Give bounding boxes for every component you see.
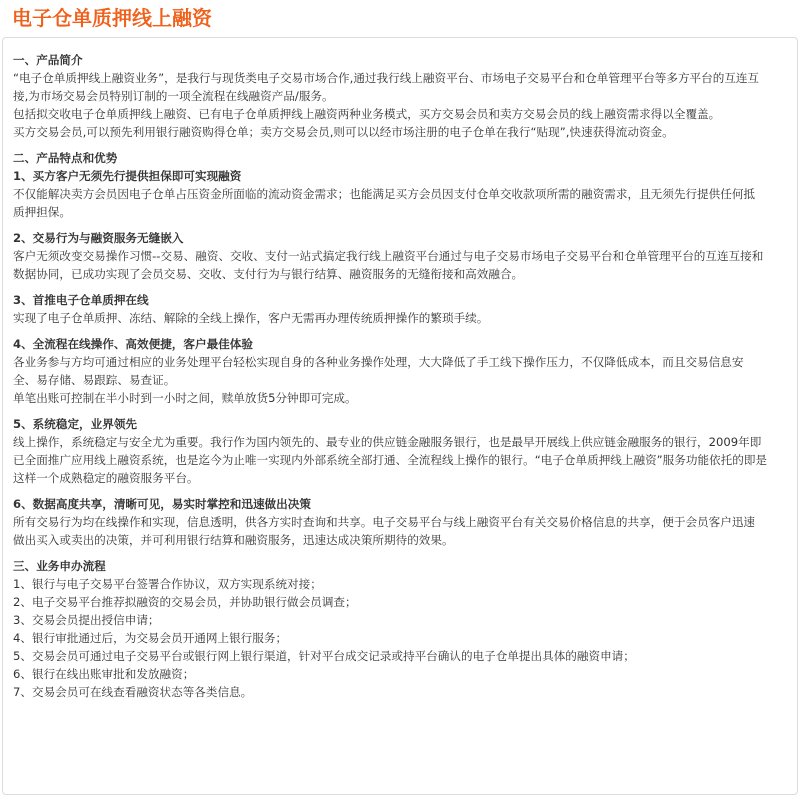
section-heading-process: 三、业务申办流程 xyxy=(13,559,106,573)
paragraph-line: 质押担保。 xyxy=(13,205,71,219)
page-title: 电子仓单质押线上融资 xyxy=(12,6,212,30)
paragraph-line: 实现了电子仓单质押、冻结、解除的全线上操作，客户无需再办理传统质押操作的繁琐手续。 xyxy=(13,311,489,325)
paragraph-line: 这样一个成熟稳定的融资服务平台。 xyxy=(13,471,199,485)
paragraph-line: 所有交易行为均在线操作和实现，信息透明，供各方实时查询和共享。电子交易平台与线上融资平台有关交易价格信息的共享，便于会员客户迅速 xyxy=(13,515,756,529)
paragraph-line: 包括拟交收电子仓单质押线上融资、已有电子仓单质押线上融资两种业务模式，买方交易会员和卖方交易会员的线上融资需求得以全覆盖。 xyxy=(13,107,721,121)
content-panel xyxy=(2,37,798,795)
feature-title: 5、系统稳定，业界领先 xyxy=(13,417,138,431)
paragraph-line: 全、易存储、易跟踪、易查证。 xyxy=(13,373,176,387)
paragraph-line: 线上操作，系统稳定与安全尤为重要。我行作为国内领先的、最专业的供应链金融服务银行，也是最早开展线上供应链金融服务的银行，2009年即 xyxy=(13,435,762,449)
process-step: 1、银行与电子交易平台签署合作协议，双方实现系统对接； xyxy=(13,577,322,591)
feature-title: 3、首推电子仓单质押在线 xyxy=(13,293,149,307)
paragraph-line: 不仅能解决卖方会员因电子仓单占压资金所面临的流动资金需求；也能满足买方会员因支付仓单交收款项所需的融资需求，且无须先行提供任何抵 xyxy=(13,187,756,201)
process-step: 4、银行审批通过后，为交易会员开通网上银行服务； xyxy=(13,631,288,645)
feature-title: 2、交易行为与融资服务无缝嵌入 xyxy=(13,231,184,245)
paragraph-line: 已全面推广应用线上融资系统，也是迄今为止唯一实现内外部系统全部打通、全流程线上操作的银行。“电子仓单质押线上融资”服务功能依托的即是 xyxy=(13,453,768,467)
paragraph-line: 各业务参与方均可通过相应的业务处理平台轻松实现自身的各种业务操作处理，大大降低了手工线下操作压力，不仅降低成本，而且交易信息安 xyxy=(13,355,744,369)
process-step: 5、交易会员可通过电子交易平台或银行网上银行渠道，针对平台成交记录或持平台确认的电子仓单提出具体的融资申请； xyxy=(13,649,635,663)
section-heading-intro: 一、产品简介 xyxy=(13,53,83,67)
paragraph-line: 单笔出账可控制在半小时到一小时之间，赎单放货5分钟即可完成。 xyxy=(13,391,357,405)
feature-title: 6、数据高度共享，清晰可见，易实时掌控和迅速做出决策 xyxy=(13,497,311,511)
process-step: 2、电子交易平台推荐拟融资的交易会员，并协助银行做会员调查； xyxy=(13,595,357,609)
feature-title: 1、买方客户无须先行提供担保即可实现融资 xyxy=(13,169,242,183)
paragraph-line: “电子仓单质押线上融资业务”，是我行与现货类电子交易市场合作,通过我行线上融资平台、市场电子交易平台和仓单管理平台等多方平台的互连互 xyxy=(13,71,760,85)
process-step: 3、交易会员提出授信申请； xyxy=(13,613,160,627)
section-heading-features: 二、产品特点和优势 xyxy=(13,151,118,165)
paragraph-line: 买方交易会员,可以预先利用银行融资购得仓单；卖方交易会员,则可以以经市场注册的电子仓单在我行“贴现”,快速获得流动资金。 xyxy=(13,125,674,139)
feature-title: 4、全流程在线操作、高效便捷，客户最佳体验 xyxy=(13,337,253,351)
paragraph-line: 接,为市场交易会员特别订制的一项全流程在线融资产品/服务。 xyxy=(13,89,334,103)
process-step: 6、银行在线出账审批和发放融资； xyxy=(13,667,195,681)
paragraph-line: 数据协同，已成功实现了会员交易、交收、支付行为与银行结算、融资服务的无缝衔接和高效融合。 xyxy=(13,267,524,281)
paragraph-line: 客户无须改变交易操作习惯--交易、融资、交收、支付一站式搞定我行线上融资平台通过与电子交易市场电子交易平台和仓单管理平台的互连互接和 xyxy=(13,249,764,263)
paragraph-line: 做出买入或卖出的决策，并可利用银行结算和融资服务，迅速达成决策所期待的效果。 xyxy=(13,533,454,547)
process-step: 7、交易会员可在线查看融资状态等各类信息。 xyxy=(13,685,253,699)
